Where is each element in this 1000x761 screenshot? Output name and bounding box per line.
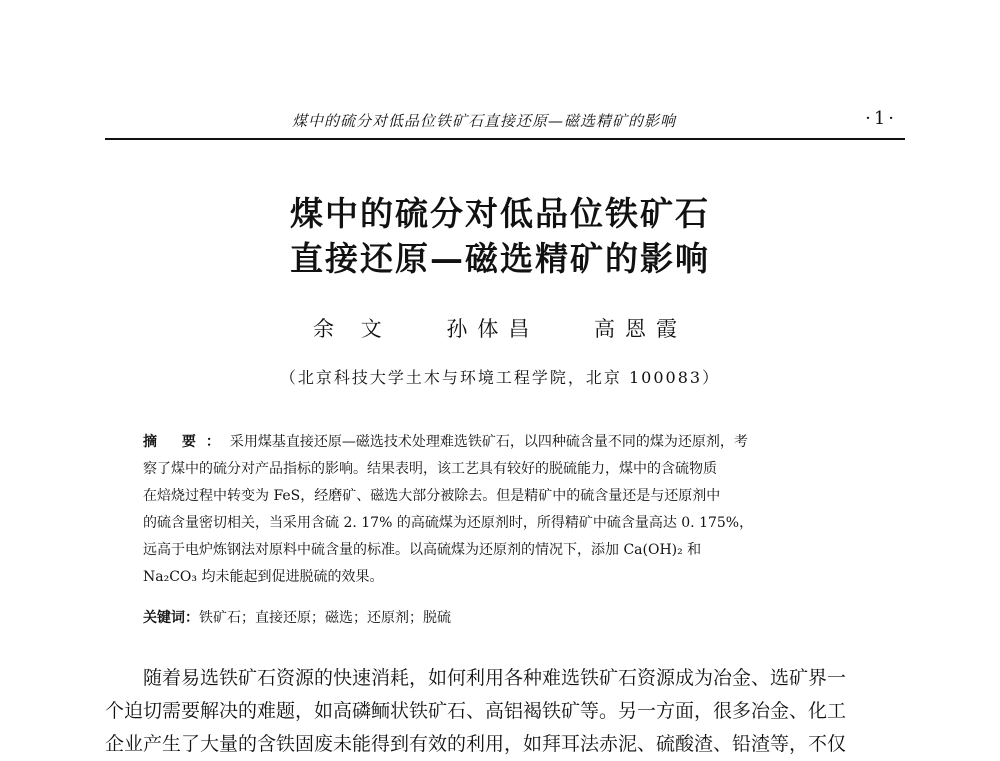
abstract-line: 远高于电炉炼钢法对原料中硫含量的标准。以高硫煤为还原剂的情况下，添加 Ca(OH)₂ 和 [143, 542, 702, 558]
abstract-label: 摘 要： [143, 434, 230, 450]
keywords [143, 607, 451, 627]
body-line: 随着易选铁矿石资源的快速消耗，如何利用各种难选铁矿石资源成为冶金、选矿界一 [143, 667, 847, 689]
keywords-text: 铁矿石；直接还原；磁选；还原剂；脱硫 [199, 610, 451, 626]
abstract-line [143, 429, 865, 456]
keywords-label: 关键词： [143, 610, 199, 626]
paper-title-line-2: 直接还原—磁选精矿的影响 [290, 239, 710, 278]
abstract [143, 429, 865, 591]
abstract-text: 采用煤基直接还原—磁选技术处理难选铁矿石，以四种硫含量不同的煤为还原剂，考 [229, 434, 748, 450]
running-title: 煤中的硫分对低品位铁矿石直接还原—磁选精矿的影响 [292, 112, 677, 130]
body-paragraph [105, 662, 905, 761]
author-3: 高恩霞 [594, 317, 688, 341]
running-header [105, 108, 905, 140]
abstract-line: Na₂CO₃ 均未能起到促进脱硫的效果。 [143, 569, 384, 585]
abstract-line: 在焙烧过程中转变为 FeS，经磨矿、磁选大部分被除去。但是精矿中的硫含量还是与还原剂中 [143, 488, 721, 504]
affiliation: （北京科技大学土木与环境工程学院，北京 100083） [279, 368, 721, 387]
author-2: 孙体昌 [446, 317, 540, 341]
body-line: 企业产生了大量的含铁固废未能得到有效的利用，如拜耳法赤泥、硫酸渣、铅渣等，不仅 [105, 733, 847, 755]
body-line: 个迫切需要解决的难题，如高磷鲕状铁矿石、高铝褐铁矿等。另一方面，很多冶金、化工 [105, 700, 847, 722]
authors [0, 313, 1000, 343]
abstract-line: 察了煤中的硫分对产品指标的影响。结果表明，该工艺具有较好的脱硫能力，煤中的含硫物质 [143, 461, 717, 477]
author-1: 余 文 [312, 317, 392, 341]
paper-title-line-1: 煤中的硫分对低品位铁矿石 [290, 194, 710, 233]
page-number: ·1· [865, 108, 897, 129]
abstract-line: 的硫含量密切相关，当采用含硫 2. 17% 的高硫煤为还原剂时，所得精矿中硫含量高达 0. 175%， [143, 515, 754, 531]
